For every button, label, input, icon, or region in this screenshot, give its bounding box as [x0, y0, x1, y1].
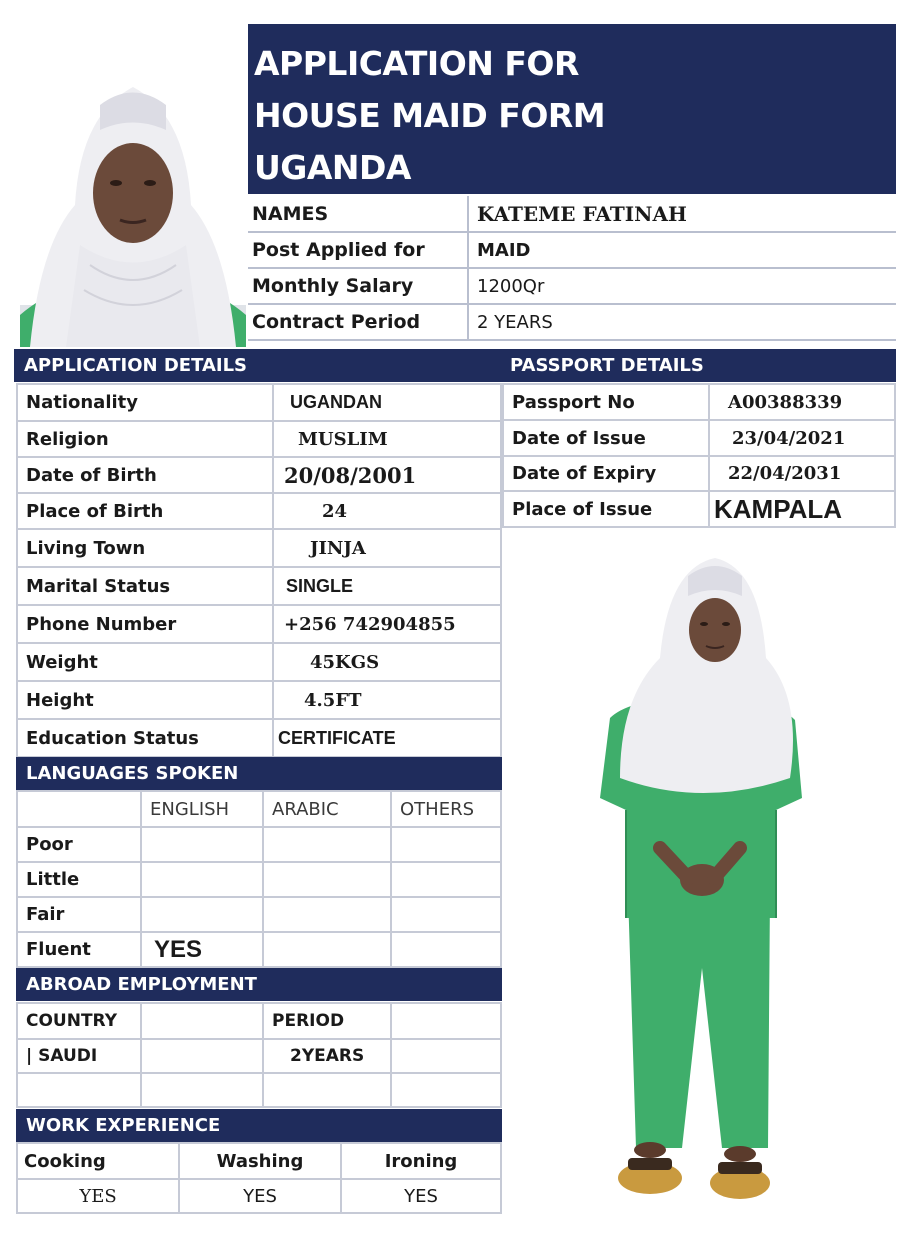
living-town-value: JINJA	[273, 529, 501, 567]
form-title-line-1: APPLICATION FOR	[254, 44, 579, 83]
empty-cell	[17, 1073, 141, 1107]
country-value: | SAUDI	[17, 1039, 141, 1073]
form-title-line-3: UGANDA	[254, 148, 411, 187]
empty-cell	[141, 1073, 263, 1107]
education-status-value: CERTIFICATE	[273, 719, 501, 757]
table-row	[503, 420, 895, 456]
date-of-expiry-label: Date of Expiry	[503, 456, 709, 491]
poor-english-cell	[141, 827, 263, 862]
poor-arabic-cell	[263, 827, 391, 862]
place-of-birth-label: Place of Birth	[17, 493, 273, 529]
others-column-header: OTHERS	[391, 791, 501, 827]
height-value: 4.5FT	[273, 681, 501, 719]
skill-cooking-label: Cooking	[17, 1143, 179, 1179]
level-fluent-label: Fluent	[17, 932, 141, 967]
languages-table	[16, 790, 502, 968]
education-status-label: Education Status	[17, 719, 273, 757]
table-row	[17, 605, 501, 643]
country-label: COUNTRY	[17, 1003, 141, 1039]
languages-heading: LANGUAGES SPOKEN	[16, 757, 502, 790]
table-row	[248, 304, 896, 340]
abroad-employment-heading: ABROAD EMPLOYMENT	[16, 968, 502, 1001]
table-row	[17, 421, 501, 457]
names-value: KATEME FATINAH	[468, 196, 896, 232]
table-row	[17, 643, 501, 681]
passport-details-heading: PASSPORT DETAILS	[500, 349, 896, 382]
post-applied-value: MAID	[468, 232, 896, 268]
table-row	[17, 897, 501, 932]
table-row	[17, 827, 501, 862]
level-little-label: Little	[17, 862, 141, 897]
table-row	[17, 1179, 501, 1213]
table-row	[17, 493, 501, 529]
weight-label: Weight	[17, 643, 273, 681]
table-row	[248, 232, 896, 268]
table-row	[503, 491, 895, 527]
languages-corner-cell	[17, 791, 141, 827]
little-others-cell	[391, 862, 501, 897]
abroad-employment-table	[16, 1002, 502, 1108]
form-title-line-2: HOUSE MAID FORM	[254, 96, 606, 135]
table-row	[17, 1143, 501, 1179]
nationality-label: Nationality	[17, 384, 273, 421]
english-column-header: ENGLISH	[141, 791, 263, 827]
empty-cell	[391, 1073, 501, 1107]
little-english-cell	[141, 862, 263, 897]
date-of-issue-value: 23/04/2021	[709, 420, 895, 456]
level-poor-label: Poor	[17, 827, 141, 862]
passport-no-value: A00388339	[709, 384, 895, 420]
table-row	[17, 862, 501, 897]
date-of-issue-label: Date of Issue	[503, 420, 709, 456]
contract-period-label: Contract Period	[248, 304, 468, 340]
full-body-photo	[590, 548, 820, 1210]
table-row	[248, 196, 896, 232]
names-label: NAMES	[248, 196, 468, 232]
table-row	[17, 567, 501, 605]
phone-number-value: +256 742904855	[273, 605, 501, 643]
marital-status-label: Marital Status	[17, 567, 273, 605]
weight-value: 45KGS	[273, 643, 501, 681]
living-town-label: Living Town	[17, 529, 273, 567]
table-row	[17, 681, 501, 719]
empty-cell	[391, 1039, 501, 1073]
fluent-others-cell	[391, 932, 501, 967]
fair-english-cell	[141, 897, 263, 932]
date-of-birth-label: Date of Birth	[17, 457, 273, 493]
portrait-photo	[20, 75, 246, 347]
fluent-english-cell: YES	[141, 932, 263, 967]
table-row	[248, 268, 896, 304]
place-of-issue-value: KAMPALA	[709, 491, 895, 527]
empty-cell	[141, 1039, 263, 1073]
religion-value: MUSLIM	[273, 421, 501, 457]
period-label: PERIOD	[263, 1003, 391, 1039]
religion-label: Religion	[17, 421, 273, 457]
period-value: 2YEARS	[263, 1039, 391, 1073]
phone-number-label: Phone Number	[17, 605, 273, 643]
monthly-salary-label: Monthly Salary	[248, 268, 468, 304]
fair-others-cell	[391, 897, 501, 932]
skill-washing-label: Washing	[179, 1143, 341, 1179]
empty-cell	[391, 1003, 501, 1039]
place-of-issue-label: Place of Issue	[503, 491, 709, 527]
work-experience-heading: WORK EXPERIENCE	[16, 1109, 502, 1142]
nationality-value: UGANDAN	[273, 384, 501, 421]
little-arabic-cell	[263, 862, 391, 897]
date-of-birth-value: 20/08/2001	[273, 457, 501, 493]
contract-period-value: 2 YEARS	[468, 304, 896, 340]
table-row	[17, 1003, 501, 1039]
applicant-summary-table	[248, 196, 896, 341]
empty-cell	[263, 1073, 391, 1107]
table-row	[17, 457, 501, 493]
application-details-heading: APPLICATION DETAILS	[14, 349, 500, 382]
post-applied-label: Post Applied for	[248, 232, 468, 268]
table-row	[17, 384, 501, 421]
form-title-banner	[248, 24, 896, 194]
skill-cooking-value: YES	[17, 1179, 179, 1213]
table-row	[17, 719, 501, 757]
passport-no-label: Passport No	[503, 384, 709, 420]
passport-details-table	[502, 383, 896, 528]
monthly-salary-value: 1200Qr	[468, 268, 896, 304]
date-of-expiry-value: 22/04/2031	[709, 456, 895, 491]
table-row	[503, 456, 895, 491]
skill-ironing-value: YES	[341, 1179, 501, 1213]
skill-ironing-label: Ironing	[341, 1143, 501, 1179]
marital-status-value: SINGLE	[273, 567, 501, 605]
table-row	[503, 384, 895, 420]
skill-washing-value: YES	[179, 1179, 341, 1213]
poor-others-cell	[391, 827, 501, 862]
work-experience-table	[16, 1142, 502, 1214]
height-label: Height	[17, 681, 273, 719]
table-row	[17, 1039, 501, 1073]
table-row	[17, 1073, 501, 1107]
fluent-arabic-cell	[263, 932, 391, 967]
empty-cell	[141, 1003, 263, 1039]
application-details-table	[16, 383, 502, 758]
place-of-birth-value: 24	[273, 493, 501, 529]
table-row	[17, 791, 501, 827]
arabic-column-header: ARABIC	[263, 791, 391, 827]
level-fair-label: Fair	[17, 897, 141, 932]
table-row	[17, 932, 501, 967]
table-row	[17, 529, 501, 567]
fair-arabic-cell	[263, 897, 391, 932]
